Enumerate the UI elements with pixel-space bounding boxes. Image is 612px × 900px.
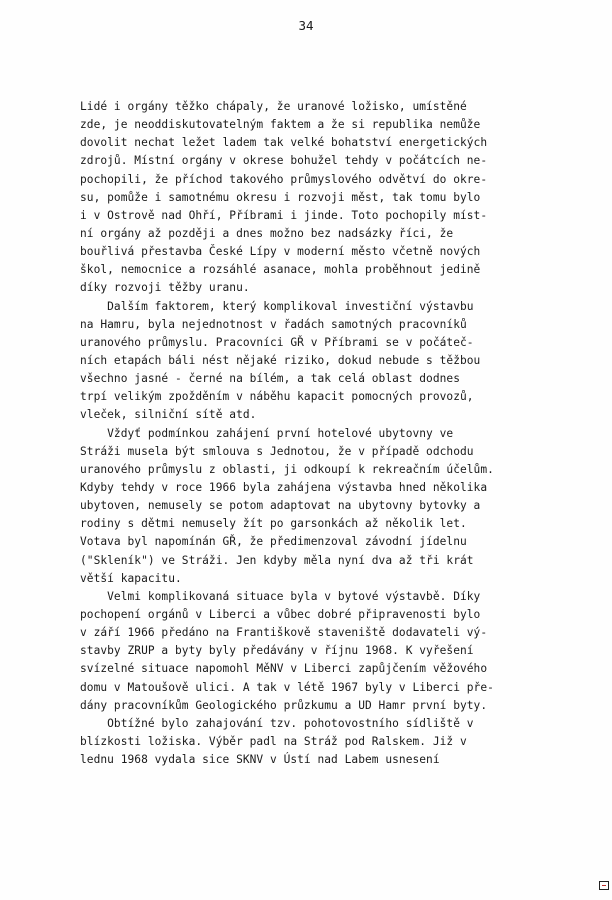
text-line: všechno jasné - černé na bílém, a tak celá oblast dodnes xyxy=(80,372,460,386)
text-line: zde, je neoddiskutovatelným faktem a že si republika nemůže xyxy=(80,118,481,132)
text-line: Kdyby tehdy v roce 1966 byla zahájena výstavba hned několika xyxy=(80,480,488,494)
text-line: vleček, silniční sítě atd. xyxy=(80,408,257,422)
text-line: svízelné situace napomohl MěNV v Liberci zapůjčením věžového xyxy=(80,662,488,676)
text-line: lednu 1968 vydala sice SKNV v Ústí nad Labem usnesení xyxy=(80,753,440,767)
text-line: trpí velikým zpožděním v náběhu kapacit pomocných provozů, xyxy=(80,390,474,404)
text-line: stavby ZRUP a byty byly předávány v říjnu 1968. K vyřešení xyxy=(80,644,474,658)
text-line: ubytoven, nemusely se potom adaptovat na ubytovny bytovky a xyxy=(80,499,481,513)
text-line: Vždyť podmínkou zahájení první hotelové ubytovny ve xyxy=(80,426,454,440)
text-line: ní orgány až později a dnes možno bez nadsázky říci, že xyxy=(80,226,454,240)
text-line: ních etapách báli nést nějaké riziko, dokud nebude s těžbou xyxy=(80,353,481,367)
text-line: uranového průmyslu. Pracovníci GŘ v Příbrami se v počáteč- xyxy=(80,335,474,349)
page-number: 34 xyxy=(298,18,314,33)
text-line: dány pracovníkům Geologického průzkumu a UD Hamr první byty. xyxy=(80,698,488,712)
text-line: v září 1966 předáno na Františkově staveniště dodavateli vý- xyxy=(80,626,488,640)
text-line: Stráži musela být smlouva s Jednotou, že v případě odchodu xyxy=(80,444,474,458)
text-line: dovolit nechat ležet ladem tak velké bohatství energetických xyxy=(80,136,488,150)
text-line: na Hamru, byla nejednotnost v řadách samotných pracovníků xyxy=(80,317,467,331)
text-line: domu v Matoušově ulici. A tak v létě 1967 byly v Liberci pře- xyxy=(80,680,494,694)
corner-marker-icon xyxy=(599,881,609,890)
body-text xyxy=(80,98,595,769)
text-line: Obtížné bylo zahajování tzv. pohotovostního sídliště v xyxy=(80,716,474,730)
text-line: škol, nemocnice a rozsáhlé asanace, mohla proběhnout jedině xyxy=(80,263,481,277)
text-line: větší kapacitu. xyxy=(80,571,182,585)
text-line: bouřlivá přestavba České Lípy v moderní město včetně nových xyxy=(80,245,481,259)
text-line: pochopení orgánů v Liberci a vůbec dobré připravenosti bylo xyxy=(80,607,481,621)
text-line: rodiny s dětmi nemusely žít po garsonkách až několik let. xyxy=(80,517,467,531)
text-line: Votava byl napomínán GŘ, že předimenzoval závodní jídelnu xyxy=(80,535,467,549)
text-line: zdrojů. Místní orgány v okrese bohužel tehdy v počátcích ne- xyxy=(80,154,488,168)
text-line: Velmi komplikovaná situace byla v bytové výstavbě. Díky xyxy=(80,589,481,603)
text-line: uranového průmyslu z oblasti, ji odkoupí k rekreačním účelům. xyxy=(80,462,494,476)
text-line: Dalším faktorem, který komplikoval investiční výstavbu xyxy=(80,299,474,313)
text-line: pochopili, že příchod takového průmyslového odvětví do okre- xyxy=(80,172,488,186)
text-line: díky rozvoji těžby uranu. xyxy=(80,281,250,295)
text-line: ("Skleník") ve Stráži. Jen kdyby měla nyní dva až tři krát xyxy=(80,553,474,567)
text-line: blízkosti ložiska. Výběr padl na Stráž pod Ralskem. Již v xyxy=(80,734,467,748)
text-line: su, pomůže i samotnému okresu i rozvoji měst, tak tomu bylo xyxy=(80,190,481,204)
text-line: Lidé i orgány těžko chápaly, že uranové ložisko, umístěné xyxy=(80,100,467,113)
text-line: i v Ostrově nad Ohří, Příbrami i jinde. Toto pochopily míst- xyxy=(80,208,488,222)
